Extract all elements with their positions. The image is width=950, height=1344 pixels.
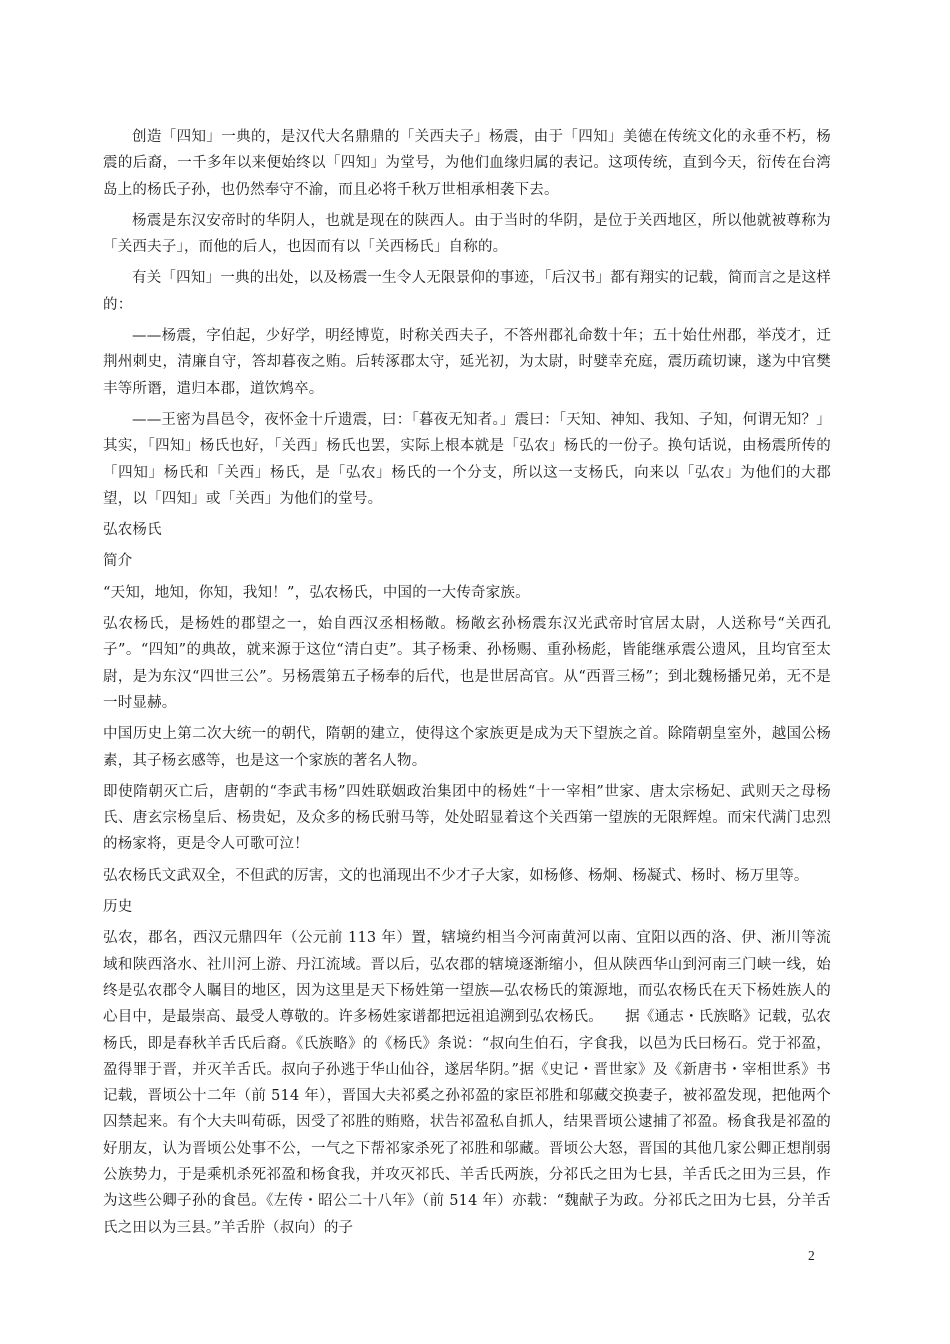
history-paragraph: 弘农，郡名，西汉元鼎四年（公元前 113 年）置，辖境约相当今河南黄河以南、宜阳以西的洛、伊、淅川等流域和陕西洛水、社川河上游、丹江流域。晋以后，弘农郡的辖境逐渐缩小，但从陕西华山到河南三门峡一线，始终是弘农郡令人瞩目的地区，因为这里是天下杨姓第一望族—弘农杨氏的策源地，而弘农杨氏在天下杨姓族人的心目中，是最崇高、最受人尊敬的。许多杨姓家谱都把远祖追溯到弘农杨氏。 据《通志・氏族略》记载，弘农杨氏，即是春秋羊舌氏后裔。《氏族略》的《杨氏》条说：“叔向生伯石，字食我，以邑为氏曰杨石。党于祁盈，盈得罪于晋，并灭羊舌氏。叔向子孙逃于华山仙谷，遂居华阴。”据《史记・晋世家》及《新唐书・宰相世系》书记载，晋顷公十二年（前 514 年），晋国大夫祁奚之孙祁盈的家臣祁胜和邬藏交换妻子，被祁盈发现，把他两个囚禁起来。有个大夫叫荀砾，因受了祁胜的贿赂，状告祁盈私自抓人，结果晋顷公逮捕了祁盈。杨食我是祁盈的好朋友，认为晋顷公处事不公，一气之下帮祁家杀死了祁胜和邬藏。晋顷公大怒，晋国的其他几家公卿正想削弱公族势力，于是乘机杀死祁盈和杨食我，并攻灭祁氏、羊舌氏两族，分祁氏之田为七县，羊舌氏之田为三县，作为这些公卿子孙的食邑。《左传・昭公二十八年》（前 514 年）亦载：“魏献子为政。分祁氏之田为七县，分羊舌氏之田以为三县。”羊舌肸（叔向）的子 xyxy=(103,930,831,1236)
heading-history: 历史 xyxy=(103,899,133,916)
paragraph-yang-zhen-origin: 杨震是东汉安帝时的华阴人，也就是现在的陕西人。由于当时的华阴，是位于关西地区，所以他就被尊称为「关西夫子」，而他的后人，也因而有以「关西杨氏」自称的。 xyxy=(103,212,831,256)
heading-hongnong-yang: 弘农杨氏 xyxy=(103,522,162,539)
intro-paragraph: “天知，地知，你知，我知！”，弘农杨氏，中国的一大传奇家族。 xyxy=(103,584,530,601)
document-body xyxy=(103,124,831,1246)
paragraph-sizhi-origin: 创造「四知」一典的，是汉代大名鼎鼎的「关西夫子」杨震，由于「四知」美德在传统文化的永垂不朽，杨震的后裔，一千多年以来便始终以「四知」为堂号，为他们血缘归属的表记。这项传统，直到今天，衍传在台湾岛上的杨氏子孙，也仍然奉守不渝，而且必将千秋万世相承相袭下去。 xyxy=(103,129,831,198)
intro-paragraph: 弘农杨氏，是杨姓的郡望之一，始自西汉丞相杨敞。杨敞玄孙杨震东汉光武帝时官居太尉，人送称号“关西孔子”。“四知”的典故，就来源于这位“清白吏”。其子杨秉、孙杨赐、重孙杨彪，皆能继承震公遗风，且均官至太尉，是为东汉“四世三公”。另杨震第五子杨奉的后代，也是世居高官。从“西晋三杨”；到北魏杨播兄弟，无不是一时显赫。 xyxy=(103,616,831,711)
paragraph-wang-mi-story: ——王密为昌邑令，夜怀金十斤遗震，曰：「暮夜无知者。」震曰：「天知、神知、我知、子知，何谓无知？」其实，「四知」杨氏也好，「关西」杨氏也罢，实际上根本就是「弘农」杨氏的一份子。换句话说，由杨震所传的「四知」杨氏和「关西」杨氏，是「弘农」杨氏的一个分支，所以这一支杨氏，向来以「弘农」为他们的大郡望，以「四知」或「关西」为他们的堂号。 xyxy=(103,411,831,507)
intro-paragraph: 即使隋朝灭亡后，唐朝的“李武韦杨”四姓联姻政治集团中的杨姓“十一宰相”世家、唐太宗杨妃、武则天之母杨氏、唐玄宗杨皇后、杨贵妃，及众多的杨氏驸马等，处处昭显着这个关西第一望族的无限辉煌。而宋代满门忠烈的杨家将，更是令人可歌可泣！ xyxy=(103,783,831,853)
intro-paragraph: 弘农杨氏文武双全，不但武的厉害，文的也涌现出不少才子大家，如杨修、杨炯、杨凝式、杨时、杨万里等。 xyxy=(103,867,809,884)
heading-intro: 简介 xyxy=(103,553,133,570)
paragraph-yang-zhen-bio: ——杨震，字伯起，少好学，明经博览，时称关西夫子，不答州郡礼命数十年；五十始仕州郡，举茂才，迁荆州刺史，清廉自守，答却暮夜之贿。后转涿郡太守，延光初，为太尉，时嬖幸充庭，震历疏切谏，遂为中官樊丰等所谮，遣归本郡，道饮鸩卒。 xyxy=(103,328,831,397)
page-number: 2 xyxy=(808,1248,815,1263)
intro-paragraph: 中国历史上第二次大统一的朝代，隋朝的建立，使得这个家族更是成为天下望族之首。除隋朝皇室外，越国公杨素，其子杨玄感等，也是这一个家族的著名人物。 xyxy=(103,726,831,769)
paragraph-hou-han-shu: 有关「四知」一典的出处，以及杨震一生令人无限景仰的事迹，「后汉书」都有翔实的记载，简而言之是这样的： xyxy=(103,270,831,313)
